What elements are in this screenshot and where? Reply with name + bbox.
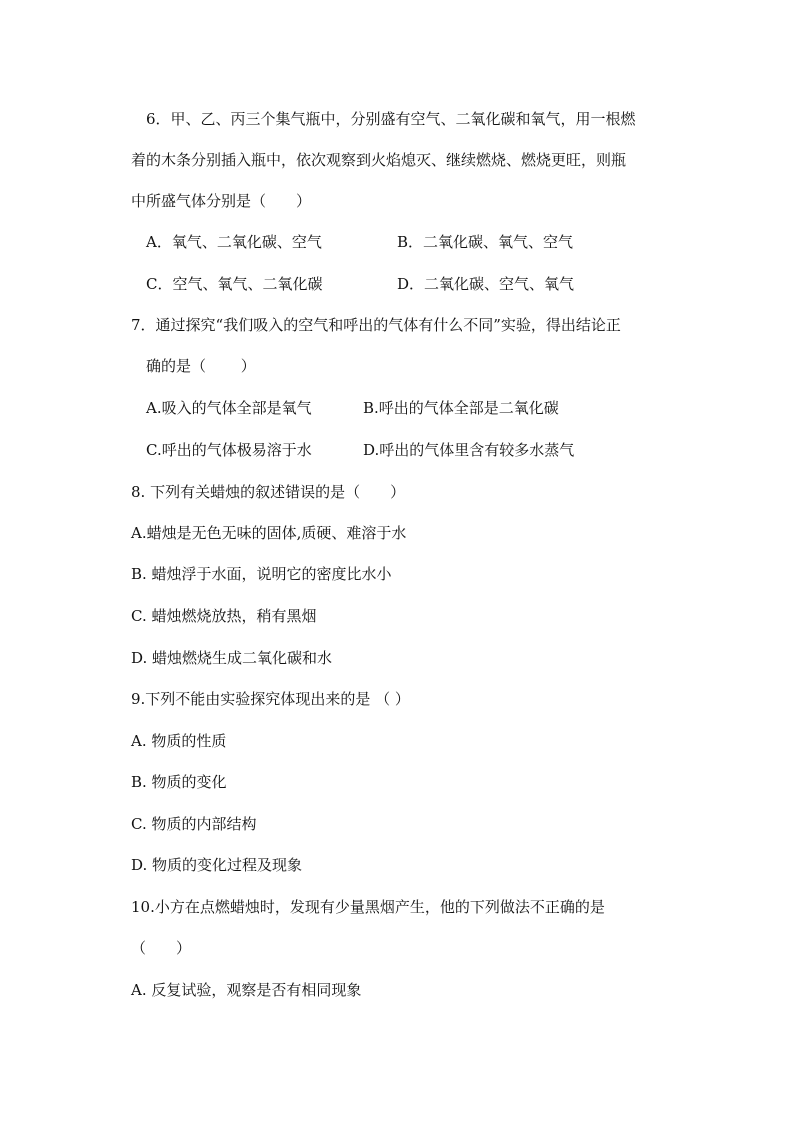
q7-option-c: C.呼出的气体极易溶于水 <box>146 441 312 459</box>
q9-stem: 9.下列不能由实验探究体现出来的是 （ ） <box>131 690 410 708</box>
q8-option-a: A.蜡烛是无色无味的固体,质硬、难溶于水 <box>131 524 407 542</box>
q6-option-a: A．氧气、二氧化碳、空气 <box>146 233 322 251</box>
q10-stem-line-1: 10.小方在点燃蜡烛时，发现有少量黑烟产生，他的下列做法不正确的是 <box>131 898 605 916</box>
q7-stem-line-2: 确的是（ ） <box>146 357 256 375</box>
q9-option-b: B. 物质的变化 <box>131 773 227 791</box>
q8-option-b: B. 蜡烛浮于水面，说明它的密度比水小 <box>131 565 392 583</box>
q6-stem-line-3: 中所盛气体分别是（ ） <box>131 192 312 210</box>
q7-stem-line-1: 7．通过探究“我们吸入的空气和呼出的气体有什么不同”实验，得出结论正 <box>131 316 621 334</box>
q10-option-a: A. 反复试验，观察是否有相同现象 <box>131 981 362 999</box>
q7-option-a: A.吸入的气体全部是氧气 <box>146 399 312 417</box>
q8-option-c: C. 蜡烛燃烧放热，稍有黑烟 <box>131 607 317 625</box>
q7-option-b: B.呼出的气体全部是二氧化碳 <box>363 399 559 417</box>
q8-stem: 8. 下列有关蜡烛的叙述错误的是（ ） <box>131 483 406 501</box>
q8-option-d: D. 蜡烛燃烧生成二氧化碳和水 <box>131 649 333 667</box>
q6-stem-line-1: 6．甲、乙、丙三个集气瓶中，分别盛有空气、二氧化碳和氧气，用一根燃 <box>146 110 636 128</box>
q10-stem-line-2: （ ） <box>131 939 192 957</box>
q9-option-a: A. 物质的性质 <box>131 732 227 750</box>
q6-option-b: B．二氧化碳、氧气、空气 <box>397 233 574 251</box>
q6-option-d: D．二氧化碳、空气、氧气 <box>397 275 575 293</box>
q7-option-d: D.呼出的气体里含有较多水蒸气 <box>363 441 575 459</box>
q9-option-d: D. 物质的变化过程及现象 <box>131 856 303 874</box>
q9-option-c: C. 物质的内部结构 <box>131 815 257 833</box>
q6-option-c: C．空气、氧气、二氧化碳 <box>146 275 323 293</box>
q6-stem-line-2: 着的木条分别插入瓶中，依次观察到火焰熄灭、继续燃烧、燃烧更旺，则瓶 <box>131 151 627 169</box>
